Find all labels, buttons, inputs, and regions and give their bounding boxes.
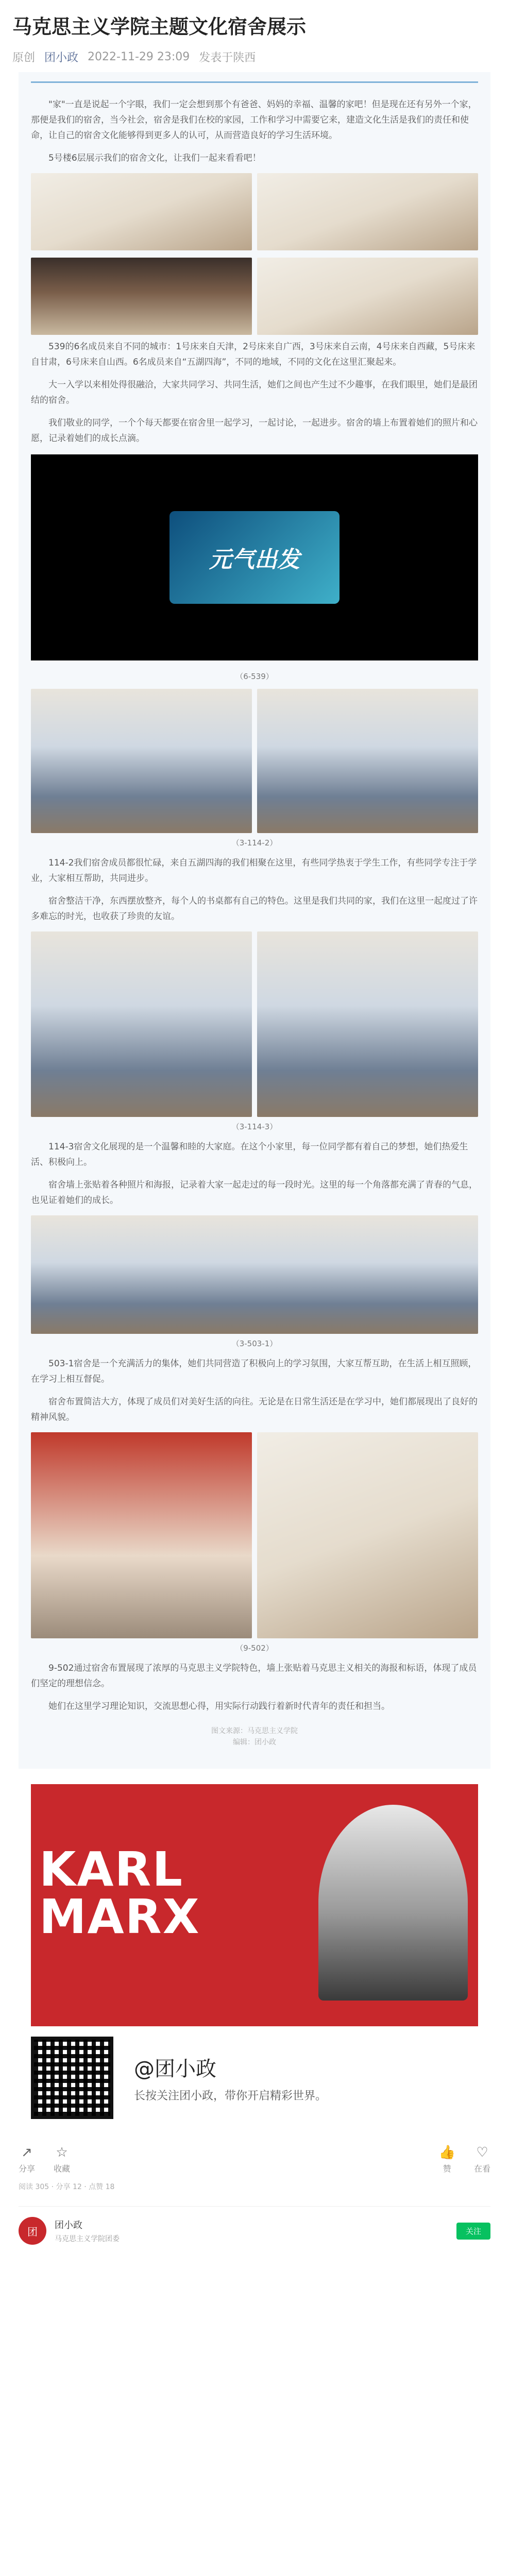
article-title: 马克思主义学院主题文化宿舍展示 [12,15,307,38]
account-name: 团小政 [55,2220,82,2231]
section-paragraph: 我们敬业的同学，一个个每天都要在宿舍里一起学习，一起讨论，一起进步。宿舍的墙上布置着她们的照片和心愿，记录着她们的成长点滴。 [31,418,478,444]
article-meta [12,49,497,65]
article-header [0,0,509,72]
dorm-photo[interactable] [31,1215,478,1334]
photo-row [31,689,478,833]
dorm-photo[interactable] [257,689,478,833]
decorative-divider [31,81,478,91]
qr-text [134,2053,327,2103]
dorm-photo[interactable] [257,931,478,1117]
dorm-photo[interactable] [31,173,252,250]
photo-caption: （6-539） [235,672,274,682]
photo-row [31,173,478,250]
watch-action[interactable] [474,2145,490,2174]
dorm-photo[interactable] [257,1432,478,1638]
intro-paragraph: 5号楼6层展示我们的宿舍文化，让我们一起来看看吧！ [48,153,261,164]
photo-row [31,931,478,1117]
share-label: 分享 [19,2164,36,2174]
banner-title: KARL MARX [39,1842,200,1945]
favorite-label: 收藏 [54,2164,71,2174]
qr-code[interactable] [31,2037,113,2119]
footer-line: 编辑：团小政 [233,1738,276,1747]
section-paragraph: 大一入学以来相处得很融洽，大家共同学习、共同生活，她们之间也产生过不少趣事，在我们眼里，她们是最团结的宿舍。 [31,380,478,406]
dorm-photo[interactable] [31,1432,252,1638]
action-group-left [19,2145,70,2174]
article-stats: 阅读 305 · 分享 12 · 点赞 18 [19,2183,115,2192]
section-paragraph: 宿舍墙上张贴着各种照片和海报，记录着大家一起走过的每一段时光。这里的每一个角落都充满了青春的气息，也见证着她们的成长。 [31,1180,478,1206]
article-footer-note [31,1725,478,1748]
footer-line: 图文来源：马克思主义学院 [211,1727,298,1736]
section-paragraph: 539的6名成员来自不同的城市：1号床来自天津，2号床来自广西，3号床来自云南，4号床来自西藏，5号床来自甘肃，6号床来自山西。6名成员来自“五湖四海”，不同的地域，不同的文化在这里汇聚起来。 [31,342,476,368]
watch-label: 在看 [473,2164,490,2174]
section-paragraph: 宿舍布置简洁大方，体现了成员们对美好生活的向往。无论是在日常生活还是在学习中，她们都展现出了良好的精神风貌。 [31,1397,478,1423]
section-paragraph: 114-3宿舍文化展现的是一个温馨和睦的大家庭。在这个小家里，每一位同学都有着自己的梦想，她们热爱生活、积极向上。 [31,1142,468,1168]
marx-banner [31,1784,478,2026]
publish-location: 发表于陕西 [199,52,256,65]
photo-caption: （3-114-3） [231,1122,278,1132]
qr-section [31,2026,478,2129]
thumb-up-icon: 👍 [438,2145,455,2161]
portrait-image [318,1805,468,2001]
original-badge: 原创 [12,52,36,65]
section-paragraph: 她们在这里学习理论知识，交流思想心得，用实际行动践行着新时代青年的责任和担当。 [48,1701,390,1712]
article-content [19,72,490,1769]
photo-caption: （9-502） [235,1643,274,1653]
action-group-right [439,2145,490,2174]
share-icon: ↗ [21,2145,32,2161]
photo-caption: （3-114-2） [231,838,278,848]
follow-slogan: 长按关注团小政，带你开启精彩世界。 [134,2090,327,2103]
account-text [55,2218,120,2244]
account-subtitle: 马克思主义学院团委 [55,2235,120,2244]
section-paragraph: 宿舍整洁干净，东西摆放整齐，每个人的书桌都有自己的特色。这里是我们共同的家，我们在这里一起度过了许多难忘的时光，也收获了珍贵的友谊。 [31,896,478,922]
dorm-photo[interactable] [31,689,252,833]
dorm-photo[interactable] [31,258,252,335]
heart-icon: ♡ [476,2145,488,2161]
photo-caption: （3-503-1） [231,1339,278,1349]
section-paragraph: 114-2我们宿舍成员都很忙碌，来自五湖四海的我们相聚在这里，有些同学热衷于学生工作，有些同学专注于学业，大家相互帮助，共同进步。 [31,858,477,884]
star-icon: ☆ [56,2145,68,2161]
photo-row [31,258,478,335]
like-label: 赞 [443,2164,451,2174]
article-actions [0,2129,509,2174]
dorm-photo[interactable] [257,258,478,335]
avatar[interactable]: 团 [19,2217,46,2245]
follow-button[interactable]: 关注 [456,2223,490,2240]
publish-date: 2022-11-29 23:09 [88,50,190,64]
favorite-action[interactable] [54,2145,70,2174]
account-handle: @团小政 [134,2057,216,2081]
section-paragraph: 9-502通过宿舍布置展现了浓厚的马克思主义学院特色，墙上张贴着马克思主义相关的海报和标语，体现了成员们坚定的理想信念。 [31,1663,477,1689]
author-link[interactable]: 团小政 [44,52,79,65]
intro-paragraph: "家"一直是说起一个字眼，我们一定会想到那个有爸爸、妈妈的幸福、温馨的家吧！但是现在还有另外一个家，那便是我们的宿舍，当今社会，宿舍是我们在校的家园，工作和学习中需要它来，建造文化生活是我们的责任和使命，让自己的宿舍文化能够得到更多人的认可，从而营造良好的学习生活环境。 [31,99,477,141]
photo-row [31,1432,478,1638]
video-player[interactable] [31,454,478,660]
photo-row [31,1215,478,1334]
dorm-photo[interactable] [31,931,252,1117]
account-card[interactable] [19,2206,490,2245]
share-action[interactable] [19,2145,35,2174]
like-action[interactable] [439,2145,455,2174]
account-info [19,2217,120,2245]
dorm-photo[interactable] [257,173,478,250]
section-paragraph: 503-1宿舍是一个充满活力的集体，她们共同营造了积极向上的学习氛围，大家互帮互助，在生活上相互照顾，在学习上相互督促。 [31,1359,477,1385]
video-thumbnail: 元气出发 [169,511,340,604]
